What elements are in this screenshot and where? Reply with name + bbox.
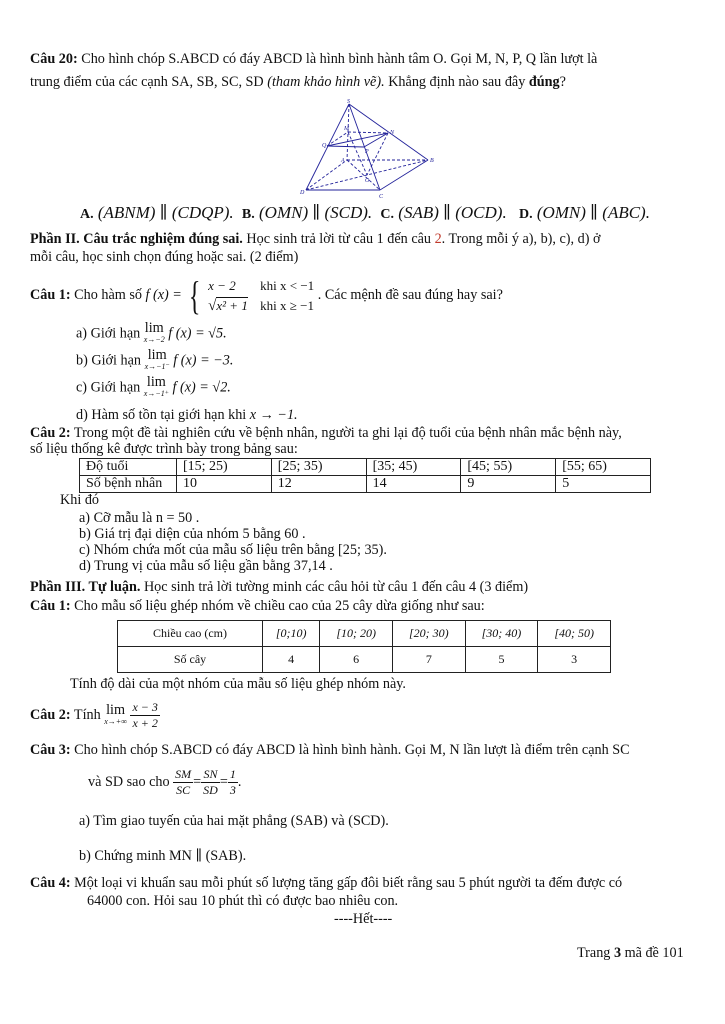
pyramid-figure [292,98,442,200]
table-row: Chiều cao (cm) [0;10) [10; 20) [20; 30) [30; 40) [40; 50) [118,621,611,647]
piecewise-brace: { [189,272,201,318]
p3q1-question: Tính độ dài của một nhóm của mẫu số liệu ghép nhóm này. [70,676,406,692]
p3q4-stem-line2: 64000 con. Hỏi sau 10 phút thì có được bao nhiêu con. [87,893,399,909]
label-C: C [379,194,384,200]
fraction: $\frac{x - 3}{x + 2}$ [132,700,158,731]
q20-stem: Câu 20: Cho hình chóp S.ABCD có đáy ABCD là hình bình hành tâm O. Gọi M, N, P, Q lần lượt là [30,51,598,67]
label-O: O [365,178,370,184]
p2q1-item-b: b) Giới hạn lim x→−1⁻ f (x) = −3. [76,347,234,371]
part3-heading: Phần III. Tự luận. Học sinh trả lời tường minh các câu hỏi từ câu 1 đến câu 4 (3 điểm) [30,579,529,595]
p2q2-stem-line2: số liệu thống kê được trình bày trong bảng sau: [30,441,298,457]
age-table [79,458,651,493]
section-title: Phần III. Tự luận. [30,579,141,595]
height-table [117,620,611,673]
label-S: S [347,99,350,105]
page-footer: Trang 3 mã đề 101 [577,945,684,961]
question-label: Câu 3: [30,742,71,758]
question-label: Câu 2: [30,707,71,723]
part2-heading: Phần II. Câu trắc nghiệm đúng sai. Học sinh trả lời từ câu 1 đến câu 2. Trong mỗi ý a), b), c), d) ở [30,231,601,247]
label-Q: Q [322,143,327,149]
p2q2-item-c: c) Nhóm chứa mốt của mẫu số liệu trên bằng [25; 35). [79,542,387,558]
end-marker: ----Hết---- [334,911,393,927]
p2q1-item-d: d) Hàm số tồn tại giới hạn khi x → −1. [76,407,298,423]
p2q2-item-b: b) Giá trị đại diện của nhóm 5 bằng 60 . [79,526,306,542]
option-d[interactable]: D. (OMN) ∥ (ABC). [518,203,650,222]
p3q3-ratio: và SD sao cho $\frac{SM}{SC}$ = $\frac{SN}{SD}$ = $\frac{1}{3}$ . [88,767,242,798]
p3q2-stem: Câu 2: Tính lim x→+∞ $\frac{x - 3}{x + 2}$ [30,700,158,731]
p2q1-stem: Câu 1: Cho hàm số f (x) = { x − 2 khi x < −1 √x² + 1 khi x ≥ −1 . Các mệnh đề sau đúng hay sai? [30,272,503,318]
section-title: Phần II. Câu trắc nghiệm đúng sai. [30,231,243,247]
question-label: Câu 1: [30,598,71,614]
p2q1-item-a: a) Giới hạn lim x→−2 f (x) = √5. [76,320,227,344]
p3q3-stem: Câu 3: Cho hình chóp S.ABCD có đáy ABCD là hình bình hành. Gọi M, N lần lượt là điểm trên cạnh SC [30,742,630,758]
part2-intro-line2: mỗi câu, học sinh chọn đúng hoặc sai. (2 điểm) [30,249,299,265]
p3q3-part-a: a) Tìm giao tuyến của hai mặt phẳng (SAB) và (SCD). [79,813,389,829]
label-M: M [344,126,349,132]
p3q3-part-b: b) Chứng minh MN ∥ (SAB). [79,848,247,864]
p2q2-khi-do: Khi đó [60,492,100,508]
edge-DA [306,160,347,190]
p3q1-stem: Câu 1: Cho mẫu số liệu ghép nhóm về chiều cao của 25 cây dừa giống như sau: [30,598,485,614]
label-N: N [390,130,395,136]
piecewise-cases: x − 2 khi x < −1 √x² + 1 khi x ≥ −1 [208,277,315,314]
q20-stem-line2: trung điểm của các cạnh SA, SB, SC, SD (tham khảo hình vẽ). Khẳng định nào sau đây đúng? [30,74,566,90]
option-a[interactable]: A. (ABNM) ∥ (CDQP). [80,203,234,222]
question-label: Câu 1: [30,287,71,303]
edge-CB [380,160,428,190]
table-row: Số cây 4 6 7 5 3 [118,647,611,673]
p2q2-item-a: a) Cỡ mẫu là n = 50 . [79,510,200,526]
p2q2-stem: Câu 2: Trong một đề tài nghiên cứu về bệnh nhân, người ta ghi lại độ tuổi của bệnh nhân mắc bệnh này, [30,425,622,441]
question-label: Câu 20: [30,51,78,67]
question-label: Câu 4: [30,875,71,891]
label-B: B [430,158,434,164]
q20-options [80,202,650,226]
segment-QP [327,146,364,147]
label-A: A [341,158,345,164]
p2q1-item-c: c) Giới hạn lim x→−1⁺ f (x) = √2. [76,374,231,398]
label-P: P [365,149,369,155]
label-D: D [300,190,305,196]
option-c[interactable]: C. (SAB) ∥ (OCD). [380,203,507,222]
question-label: Câu 2: [30,425,71,441]
edge-SD [306,104,349,190]
p2q2-item-d: d) Trung vị của mẫu số liệu gần bằng 37,14 . [79,558,333,574]
segment-MN [348,132,388,133]
option-b[interactable]: B. (OMN) ∥ (SCD). [241,203,373,222]
table-row: Số bệnh nhân 10 12 14 9 5 [80,476,651,493]
p3q4-stem: Câu 4: Một loại vi khuẩn sau mỗi phút số lượng tăng gấp đôi biết rằng sau 5 phút người ta đếm được có [30,875,623,891]
table-row: Độ tuổi [15; 25) [25; 35) [35; 45) [45; 55) [55; 65) [80,459,651,476]
